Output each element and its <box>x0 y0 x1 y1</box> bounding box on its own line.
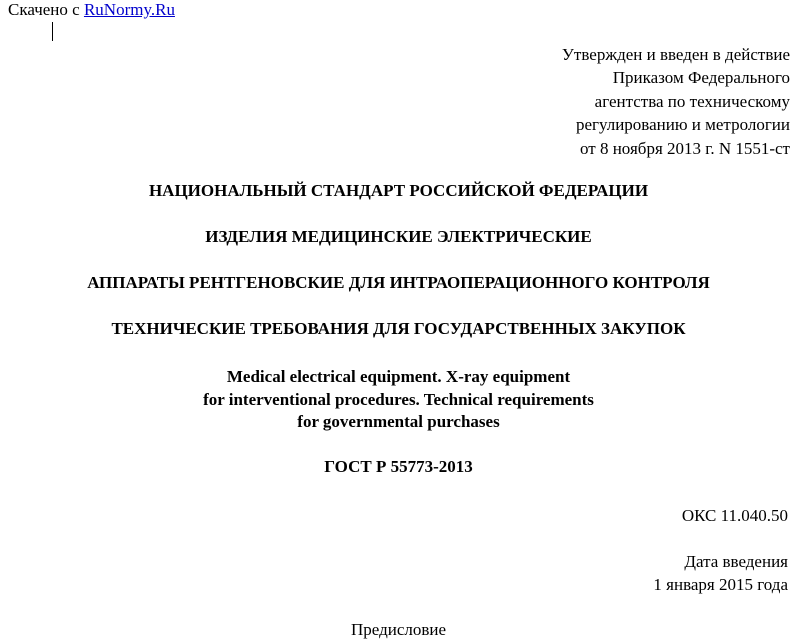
site-link[interactable]: RuNormy.Ru <box>83 0 175 19</box>
introduction-label: Дата введения <box>684 552 788 571</box>
approval-line: регулированию и метрологии <box>575 115 790 135</box>
english-title <box>0 366 790 434</box>
oks-code: ОКС 11.040.50 <box>681 506 788 525</box>
approval-line: Приказом Федерального <box>612 68 790 88</box>
text-cursor <box>52 22 53 41</box>
source-line <box>8 0 175 20</box>
english-title-line: for interventional procedures. Technical requirements <box>203 389 594 409</box>
approval-line: агентства по техническому <box>594 91 790 111</box>
english-title-line: for governmental purchases <box>297 412 500 431</box>
gost-number: ГОСТ Р 55773-2013 <box>324 457 473 476</box>
approval-block <box>390 43 790 160</box>
approval-line: от 8 ноября 2013 г. N 1551-ст <box>580 138 790 158</box>
requirements-title: ТЕХНИЧЕСКИЕ ТРЕБОВАНИЯ ДЛЯ ГОСУДАРСТВЕННЫХ ЗАКУПОК <box>111 319 686 338</box>
preface-heading: Предисловие <box>350 620 447 639</box>
devices-title: АППАРАТЫ РЕНТГЕНОВСКИЕ ДЛЯ ИНТРАОПЕРАЦИОННОГО КОНТРОЛЯ <box>87 273 710 292</box>
products-title: ИЗДЕЛИЯ МЕДИЦИНСКИЕ ЭЛЕКТРИЧЕСКИЕ <box>205 227 592 246</box>
standard-title: НАЦИОНАЛЬНЫЙ СТАНДАРТ РОССИЙСКОЙ ФЕДЕРАЦИИ <box>148 181 649 200</box>
approval-line: Утвержден и введен в действие <box>561 45 790 64</box>
introduction-date: 1 января 2015 года <box>653 575 788 594</box>
english-title-line: Medical electrical equipment. X-ray equipment <box>226 367 571 386</box>
introduction-date-block <box>653 550 788 596</box>
downloaded-prefix: Скачено с <box>8 0 80 19</box>
